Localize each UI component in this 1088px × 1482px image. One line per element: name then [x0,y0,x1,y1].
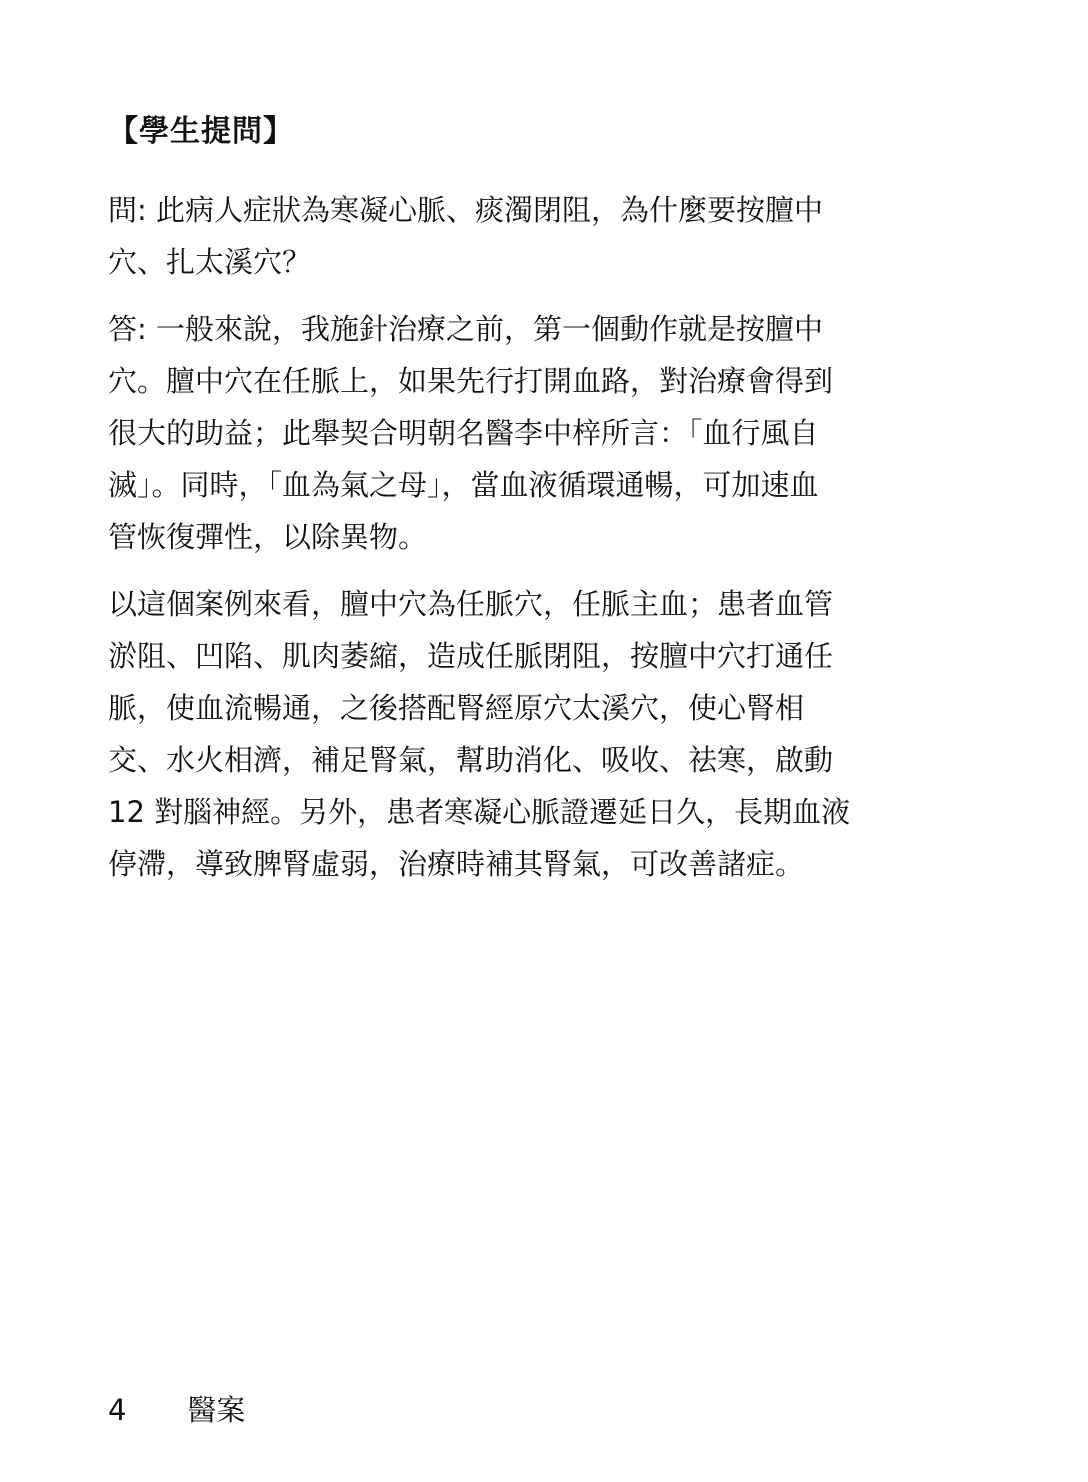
text-line: 問: 此病人症狀為寒凝心脈、痰濁閉阻，為什麼要按膻中 [108,193,823,227]
body-text [108,184,888,905]
text-line: 12 對腦神經。另外，患者寒凝心脈證遷延日久，長期血液 [108,795,851,829]
text-line: 答: 一般來說，我施針治療之前，第一個動作就是按膻中 [108,312,823,346]
text-line: 交、水火相濟，補足腎氣，幫助消化、吸收、祛寒，啟動 [108,743,834,777]
text-line: 以這個案例來看，膻中穴為任脈穴，任脈主血；患者血管 [108,587,834,621]
text-line: 淤阻、凹陷、肌肉萎縮，造成任脈閉阻，按膻中穴打通任 [108,639,834,673]
text-line: 滅」。同時，「血為氣之母」，當血液循環通暢，可加速血 [108,468,819,502]
text-line: 脈，使血流暢通，之後搭配腎經原穴太溪穴，使心腎相 [108,691,805,725]
text-line: 很大的助益；此舉契合明朝名醫李中梓所言：「血行風自 [108,416,819,450]
section-heading: 【學生提問】 [108,114,294,149]
page-number: 4 [108,1393,127,1427]
case-analysis-paragraph [108,578,888,890]
text-line: 穴。膻中穴在任脈上，如果先行打開血路，對治療會得到 [108,364,834,398]
text-line: 停滯，導致脾腎虛弱，治療時補其腎氣，可改善諸症。 [108,847,805,881]
footer-section-title: 醫案 [187,1393,246,1427]
question-paragraph [108,184,888,288]
text-line: 管恢復彈性，以除異物。 [108,520,428,554]
answer-paragraph [108,303,888,563]
page-footer [108,1390,245,1430]
text-line: 穴、扎太溪穴？ [108,245,312,279]
